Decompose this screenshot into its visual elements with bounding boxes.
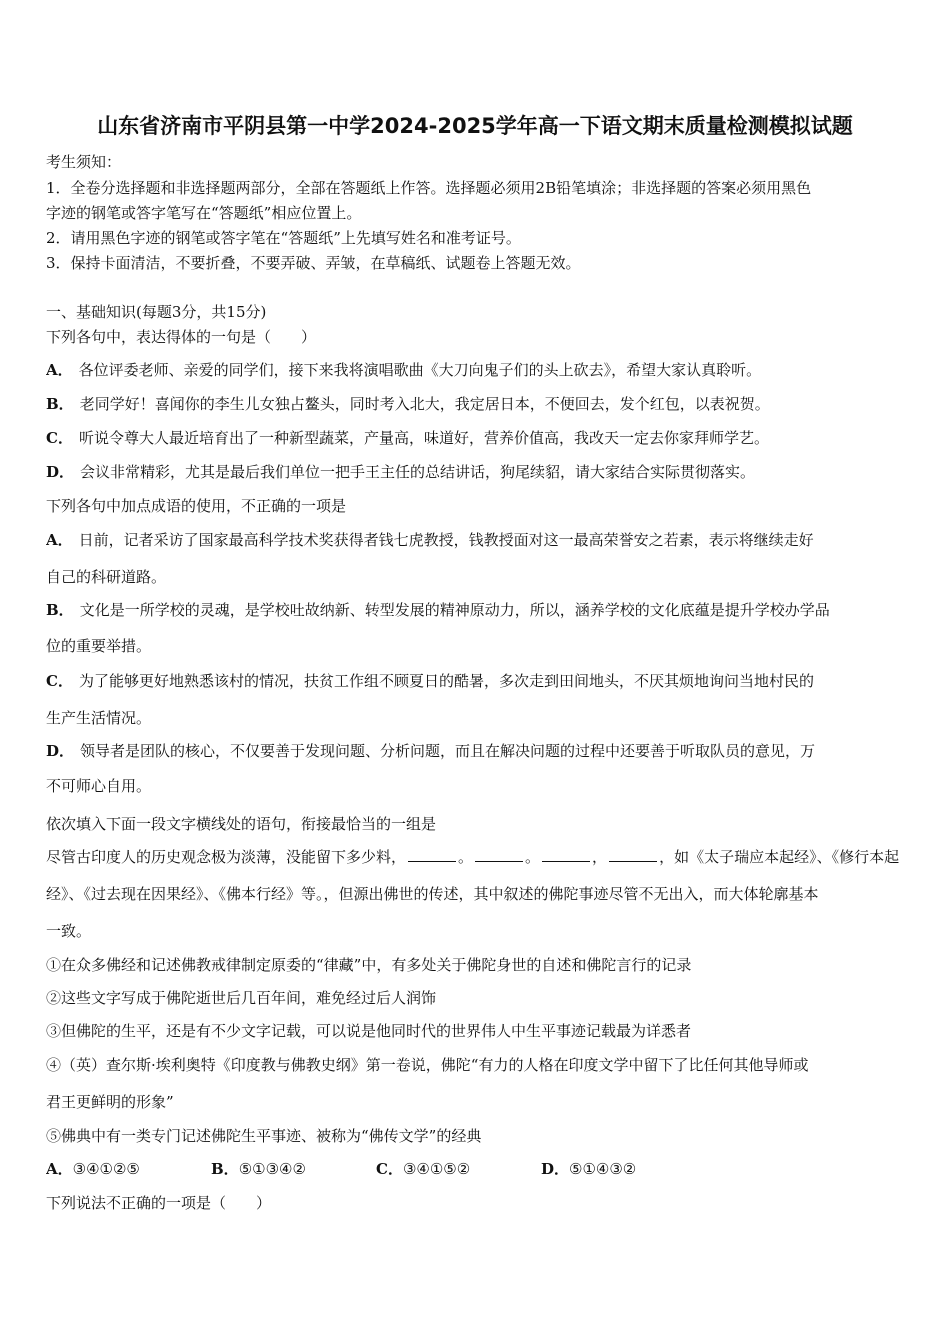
page-title: 山东省济南市平阴县第一中学2024-2025学年高一下语文期末质量检测模拟试题	[97, 114, 853, 138]
question-1-option-a	[46, 360, 908, 380]
passage-punct: 。	[458, 848, 474, 866]
option-continuation: 自己的科研道路。	[46, 568, 167, 586]
question-1-option-b	[46, 394, 908, 414]
option-text: 为了能够更好地熟悉该村的情况，扶贫工作组不顾夏日的酷暑，多次走到田间地头，不厌其烦地询问当地村民的	[78, 672, 814, 690]
question-3-passage	[46, 847, 908, 867]
question-1-option-c	[46, 428, 908, 448]
question-3-choices	[46, 1159, 908, 1179]
option-label: B．	[46, 395, 74, 413]
question-3-item: ②这些文字写成于佛陀逝世后几百年间，难免经过后人润饰	[46, 989, 437, 1007]
option-label: A．	[46, 531, 73, 549]
passage-text: 尽管古印度人的历史观念极为淡薄，没能留下多少料，	[46, 848, 407, 866]
option-label: D．	[46, 463, 75, 481]
choice-d	[541, 1159, 706, 1179]
choice-text: ⑤①③④②	[238, 1160, 306, 1178]
option-text: 会议非常精彩，尤其是最后我们单位一把手王主任的总结讲话，狗尾续貂，请大家结合实际贯彻落实。	[80, 463, 756, 481]
choice-label: C．	[376, 1160, 403, 1178]
fill-blank	[475, 847, 523, 862]
question-3-item: ⑤佛典中有一类专门记述佛陀生平事迹、被称为“佛传文学”的经典	[46, 1127, 482, 1145]
option-continuation: 不可师心自用。	[46, 777, 152, 795]
question-2-stem: 下列各句中加点成语的使用，不正确的一项是	[46, 497, 347, 515]
question-2-option-a	[46, 530, 908, 550]
option-text: 听说令尊大人最近培育出了一种新型蔬菜，产量高，味道好，营养价值高，我改天一定去你家拜师学艺。	[78, 429, 769, 447]
question-3-item: ①在众多佛经和记述佛教戒律制定原委的“律藏”中，有多处关于佛陀身世的自述和佛陀言行的记录	[46, 956, 692, 974]
question-3-passage-line: 经》、《过去现在因果经》、《佛本行经》等。，但源出佛世的传述，其中叙述的佛陀事迹尽管不无出入，而大体轮廓基本	[46, 885, 819, 903]
question-3-item: ③但佛陀的生平，还是有不少文字记载，可以说是他同时代的世界伟人中生平事迹记载最为详悉者	[46, 1022, 692, 1040]
passage-text: ，如《太子瑞应本起经》、《修行本起	[659, 848, 900, 866]
fill-blank	[609, 847, 657, 862]
option-label: C．	[46, 429, 73, 447]
option-continuation: 位的重要举措。	[46, 637, 152, 655]
option-continuation: 生产生活情况。	[46, 709, 152, 727]
option-label: A．	[46, 361, 73, 379]
question-2-option-d	[46, 741, 908, 761]
notice-item: 3．保持卡面清洁，不要折叠，不要弄破、弄皱，在草稿纸、试题卷上答题无效。	[46, 254, 581, 272]
question-2-option-c	[46, 671, 908, 691]
question-3-passage-line: 一致。	[46, 922, 92, 940]
question-1-option-d	[46, 462, 908, 482]
choice-text: ③④①⑤②	[402, 1160, 471, 1178]
passage-punct: ，	[592, 848, 608, 866]
question-2-option-b	[46, 600, 908, 620]
option-label: D．	[46, 742, 75, 760]
section-heading: 一、基础知识(每题3分，共15分)	[46, 303, 267, 321]
notice-item: 1．全卷分选择题和非选择题两部分，全部在答题纸上作答。选择题必须用2B铅笔填涂；非选择题的答案必须用黑色	[46, 179, 812, 197]
choice-c	[376, 1159, 541, 1179]
notice-heading: 考生须知：	[46, 153, 122, 171]
notice-item: 2．请用黑色字迹的钢笔或答字笔在“答题纸”上先填写姓名和准考证号。	[46, 229, 521, 247]
fill-blank	[408, 847, 456, 862]
notice-item: 字迹的钢笔或答字笔写在“答题纸”相应位置上。	[46, 204, 362, 222]
choice-label: D．	[541, 1160, 570, 1178]
passage-punct: 。	[525, 848, 541, 866]
option-text: 文化是一所学校的灵魂，是学校吐故纳新、转型发展的精神原动力，所以，涵养学校的文化底蕴是提升学校办学品	[79, 601, 830, 619]
option-label: C．	[46, 672, 73, 690]
question-4-stem: 下列说法不正确的一项是（ ）	[46, 1194, 272, 1212]
option-label: B．	[46, 601, 74, 619]
choice-label: B．	[211, 1160, 239, 1178]
question-3-item: ④（英）查尔斯·埃利奥特《印度教与佛教史纲》第一卷说，佛陀“有力的人格在印度文学中留下了比任何其他导师或	[46, 1056, 809, 1074]
question-3-stem: 依次填入下面一段文字横线处的语句，衔接最恰当的一组是	[46, 815, 437, 833]
option-text: 各位评委老师、亲爱的同学们，接下来我将演唱歌曲《大刀向鬼子们的头上砍去》，希望大家认真聆听。	[78, 361, 762, 379]
question-1-stem: 下列各句中，表达得体的一句是（ ）	[46, 328, 317, 346]
choice-label: A．	[46, 1160, 73, 1178]
option-text: 日前，记者采访了国家最高科学技术奖获得者钱七虎教授，钱教授面对这一最高荣誉安之若素，表示将继续走好	[78, 531, 814, 549]
choice-a	[46, 1159, 211, 1179]
choice-text: ③④①②⑤	[72, 1160, 140, 1178]
question-3-item: 君王更鲜明的形象”	[46, 1093, 174, 1111]
option-text: 领导者是团队的核心，不仅要善于发现问题、分析问题，而且在解决问题的过程中还要善于听取队员的意见，万	[80, 742, 816, 760]
option-text: 老同学好！喜闻你的李生儿女独占鳌头，同时考入北大，我定居日本，不便回去，发个红包，以表祝贺。	[79, 395, 770, 413]
choice-text: ⑤①④③②	[569, 1160, 637, 1178]
choice-b	[211, 1159, 376, 1179]
fill-blank	[542, 847, 590, 862]
